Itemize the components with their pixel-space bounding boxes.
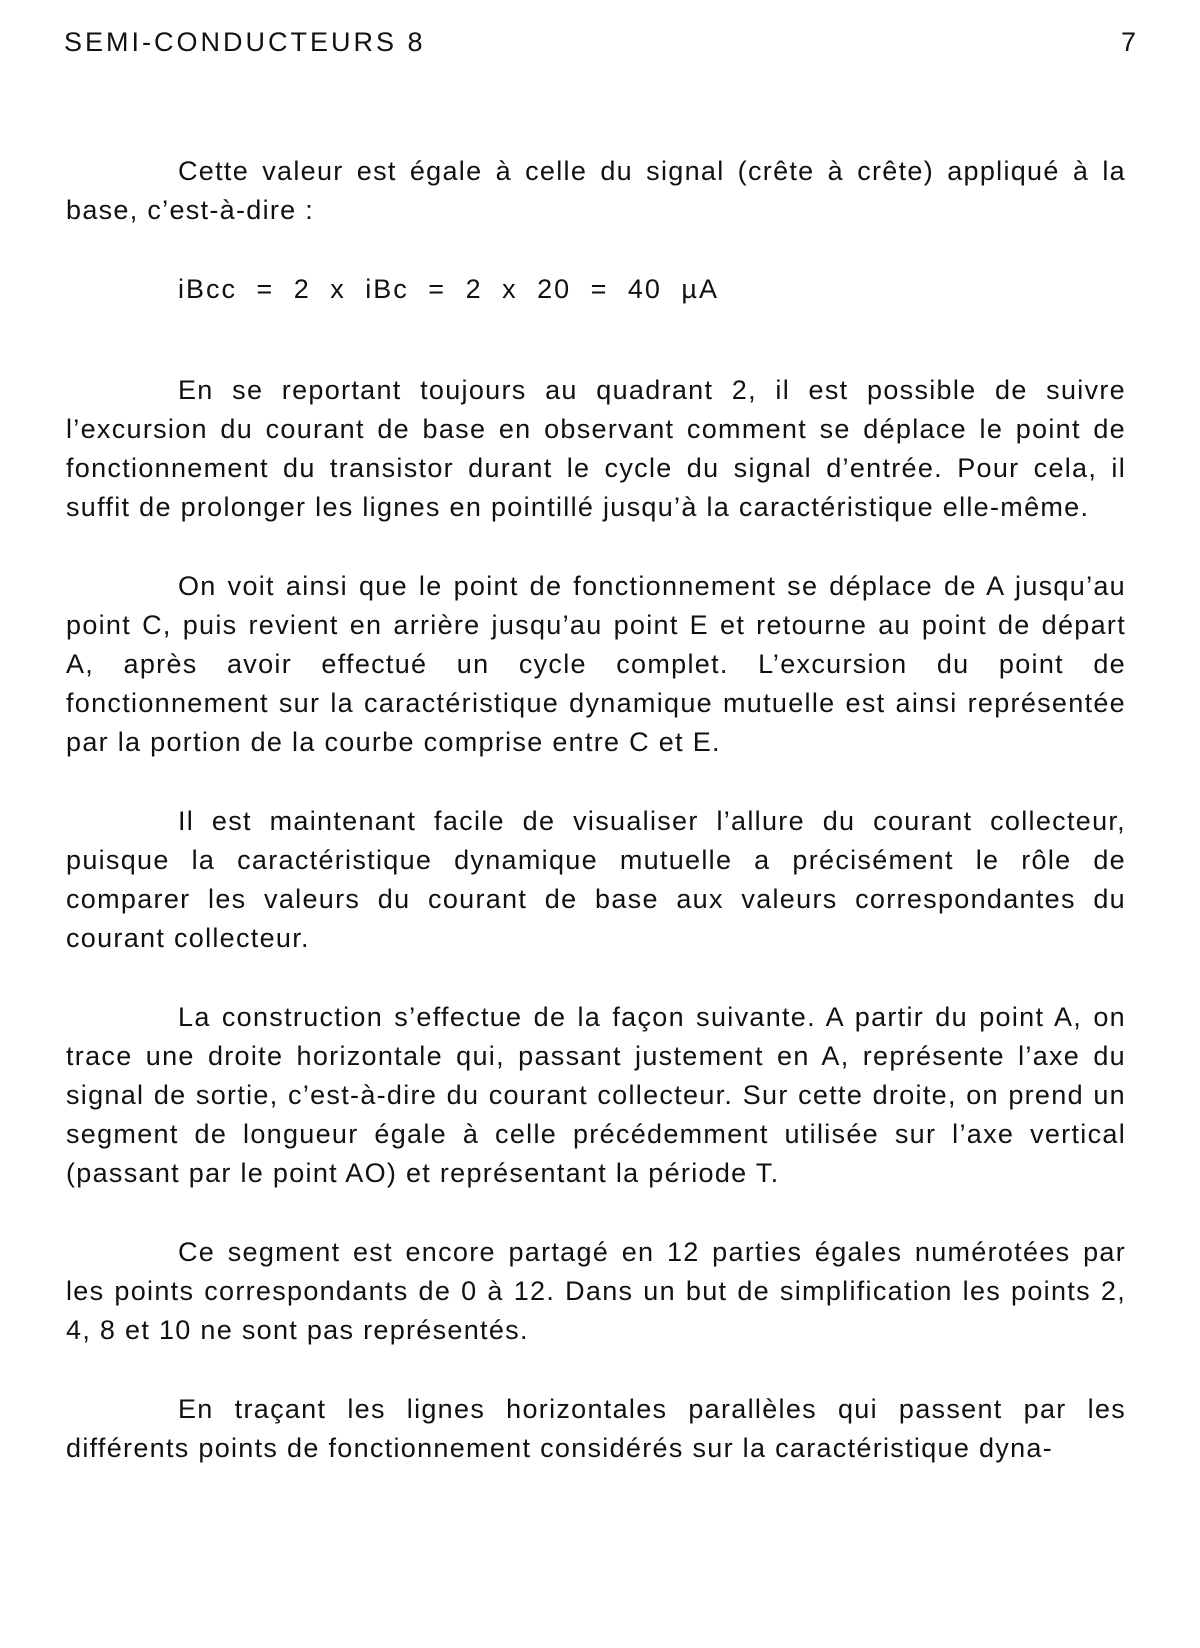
paragraph: On voit ainsi que le point de fonctionnement se déplace de A jusqu’au point C, puis revient en arrière jusqu’au point E et retourne au point de départ A, après avoir effectué un cycle complet. L’excursion du point de fonctionnement sur la caractéristique dynamique mutuelle est ainsi représentée par la portion de la courbe comprise entre C et E. [66,571,1126,757]
paragraph: Ce segment est encore partagé en 12 parties égales numérotées par les points correspondants de 0 à 12. Dans un but de simplification les points 2, 4, 8 et 10 ne sont pas représentés. [66,1237,1126,1345]
running-title: SEMI-CONDUCTEURS 8 [64,27,426,57]
body-text [66,152,1126,1508]
formula: iBcc = 2 x iBc = 2 x 20 = 40 µA [178,274,719,304]
paragraph: Cette valeur est égale à celle du signal (crête à crête) appliqué à la base, c’est-à-dire : [66,156,1126,225]
paragraph: La construction s’effectue de la façon suivante. A partir du point A, on trace une droite horizontale qui, passant justement en A, représente l’axe du signal de sortie, c’est-à-dire du courant collecteur. Sur cette droite, on prend un segment de longueur égale à celle précédemment utilisée sur l’axe vertical (passant par le point AO) et représentant la période T. [66,1002,1126,1188]
paragraph: En se reportant toujours au quadrant 2, il est possible de suivre l’excursion du courant de base en observant comment se déplace le point de fonctionnement du transistor durant le cycle du signal d’entrée. Pour cela, il suffit de prolonger les lignes en pointillé jusqu’à la caractéristique elle-même. [66,375,1126,522]
running-header [64,22,1136,62]
paragraph: Il est maintenant facile de visualiser l’allure du courant collecteur, puisque la caractéristique dynamique mutuelle a précisément le rôle de comparer les valeurs du courant de base aux valeurs correspondantes du courant collecteur. [66,806,1126,953]
paragraph: En traçant les lignes horizontales parallèles qui passent par les différents points de fonctionnement considérés sur la caractéristique dyna- [66,1394,1126,1463]
page-number: 7 [1120,27,1136,57]
